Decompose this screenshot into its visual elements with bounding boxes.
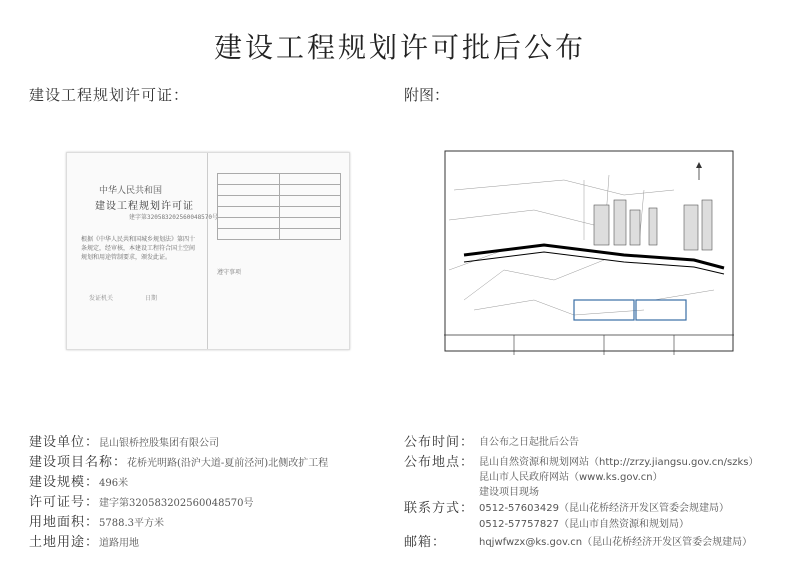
publish-place-line-2: 昆山市人民政府网站（www.ks.gov.cn） xyxy=(479,472,663,483)
contact-line-2: 0512-57757827（昆山市自然资源和规划局） xyxy=(479,519,689,530)
figure-label: 附图： xyxy=(404,86,450,104)
info-row-land-use: 土地用途：道路用地 xyxy=(29,535,140,550)
permit-table xyxy=(217,173,341,240)
page-title: 建设工程规划许可批后公布 xyxy=(213,31,586,64)
info-row-publish-place: 公布地点： xyxy=(404,455,475,470)
permit-number: 建字第320583202560048570号 xyxy=(129,214,219,221)
info-row-scale: 建设规模：496米 xyxy=(29,475,129,490)
permit-sign-left: 发证机关 xyxy=(89,295,114,302)
permit-sign-right: 日期 xyxy=(145,295,158,302)
info-row-email: 邮箱： xyxy=(404,535,447,550)
info-row-land-area: 用地面积：5788.3平方米 xyxy=(29,515,165,530)
publish-place-line-3: 建设项目现场 xyxy=(479,487,539,498)
info-row-publish-time: 公布时间： 自公布之日起批后公告 xyxy=(404,435,579,450)
permit-note: 遵守事项 xyxy=(217,269,242,276)
permit-certificate-image xyxy=(66,152,350,350)
permit-header: 中华人民共和国 xyxy=(99,186,163,196)
info-row-unit: 建设单位：昆山银桥控股集团有限公司 xyxy=(29,435,220,450)
contact-line-1: 0512-57603429（昆山花桥经济开发区管委会规建局） xyxy=(479,503,729,514)
email-line: hqjwfwzx@ks.gov.cn（昆山花桥经济开发区管委会规建局） xyxy=(479,537,753,548)
permit-title: 建设工程规划许可证 xyxy=(95,201,194,212)
permit-paragraph: 根据《中华人民共和国城乡规划法》第四十条规定，经审核，本建设工程符合国土空间规划和用途管制要求，颁发此证。 xyxy=(81,236,196,261)
info-row-permit-number: 许可证号：建字第320583202560048570号 xyxy=(29,495,254,510)
permit-label: 建设工程规划许可证： xyxy=(29,86,190,104)
site-plan-image xyxy=(444,150,734,355)
info-row-contact: 联系方式： xyxy=(404,501,475,516)
publish-place-line-1: 昆山自然资源和规划网站（http://zrzy.jiangsu.gov.cn/szks） xyxy=(479,457,759,468)
info-row-project-name: 建设项目名称：花桥光明路(沿沪大道-夏前泾河)北侧改扩工程 xyxy=(29,455,329,470)
